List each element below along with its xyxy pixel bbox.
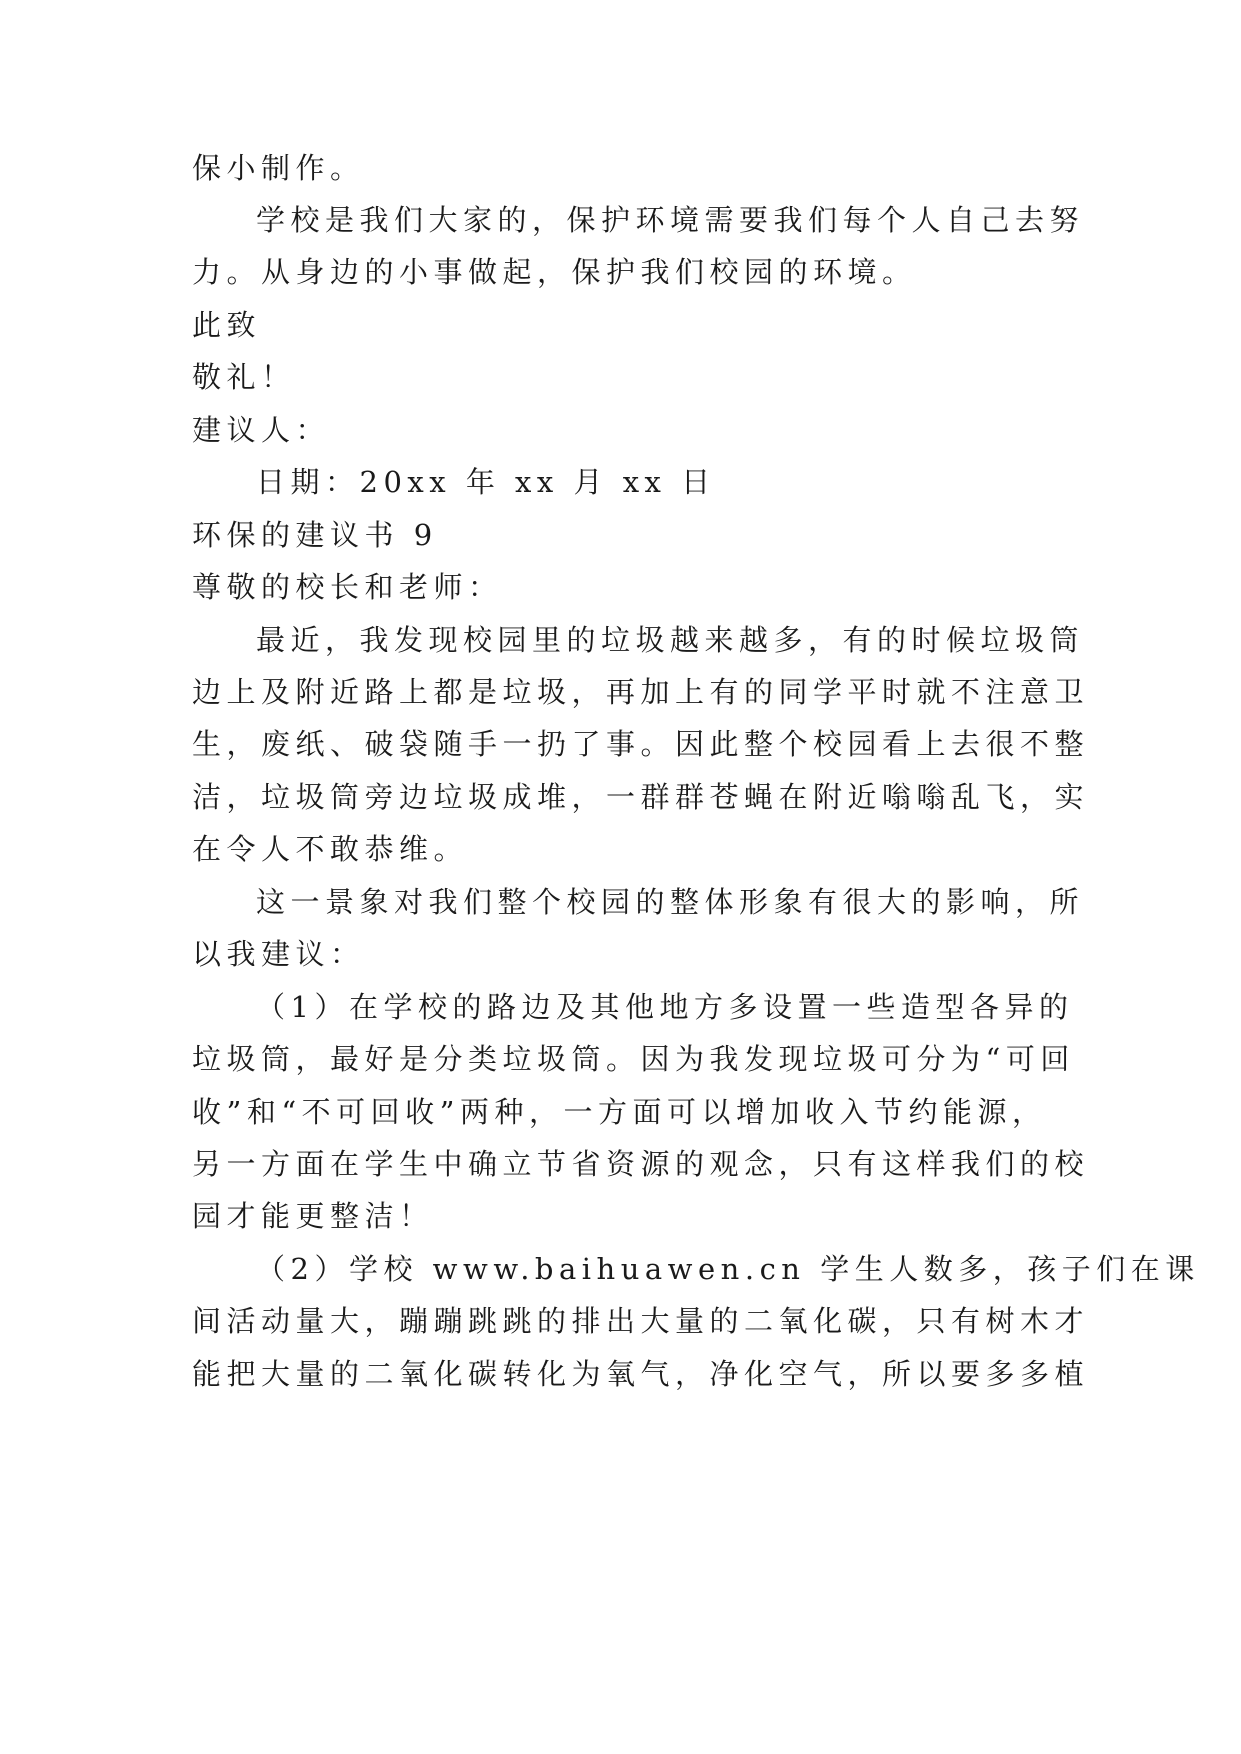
text-line: 以我建议： <box>192 937 365 971</box>
text-line: 收”和“不可回收”两种，一方面可以增加收入节约能源， <box>192 1095 1047 1129</box>
paragraph-line: 学校是我们大家的，保护环境需要我们每个人自己去努 <box>256 203 1085 237</box>
paragraph-line: 最近，我发现校园里的垃圾越来越多，有的时候垃圾筒 <box>256 623 1085 657</box>
text-line: 另一方面在学生中确立节省资源的观念，只有这样我们的校 <box>192 1147 1090 1181</box>
text-line: 生，废纸、破袋随手一扔了事。因此整个校园看上去很不整 <box>192 727 1090 761</box>
text-line: 保小制作。 <box>192 151 365 185</box>
text-line: 间活动量大，蹦蹦跳跳的排出大量的二氧化碳，只有树木才 <box>192 1304 1090 1338</box>
text-line: 力。从身边的小事做起，保护我们校园的环境。 <box>192 255 917 289</box>
signer-line: 建议人： <box>192 413 331 447</box>
section-title: 环保的建议书 9 <box>192 518 438 552</box>
list-item-line: （2）学校 www.baihuawen.cn 学生人数多，孩子们在课 <box>256 1252 1200 1286</box>
greeting-line: 尊敬的校长和老师： <box>192 570 503 604</box>
date-line: 日期：20xx 年 xx 月 xx 日 <box>256 465 716 499</box>
salutation-line: 敬礼！ <box>192 360 296 394</box>
text-line: 垃圾筒，最好是分类垃圾筒。因为我发现垃圾可分为“可回 <box>192 1042 1075 1076</box>
text-line: 在令人不敢恭维。 <box>192 832 469 866</box>
text-line: 洁，垃圾筒旁边垃圾成堆，一群群苍蝇在附近嗡嗡乱飞，实 <box>192 780 1090 814</box>
closing-line: 此致 <box>192 308 262 342</box>
list-item-line: （1）在学校的路边及其他地方多设置一些造型各异的 <box>256 990 1074 1024</box>
text-line: 能把大量的二氧化碳转化为氧气，净化空气，所以要多多植 <box>192 1357 1090 1391</box>
text-line: 边上及附近路上都是垃圾，再加上有的同学平时就不注意卫 <box>192 675 1090 709</box>
paragraph-line: 这一景象对我们整个校园的整体形象有很大的影响，所 <box>256 885 1085 919</box>
text-line: 园才能更整洁！ <box>192 1199 434 1233</box>
